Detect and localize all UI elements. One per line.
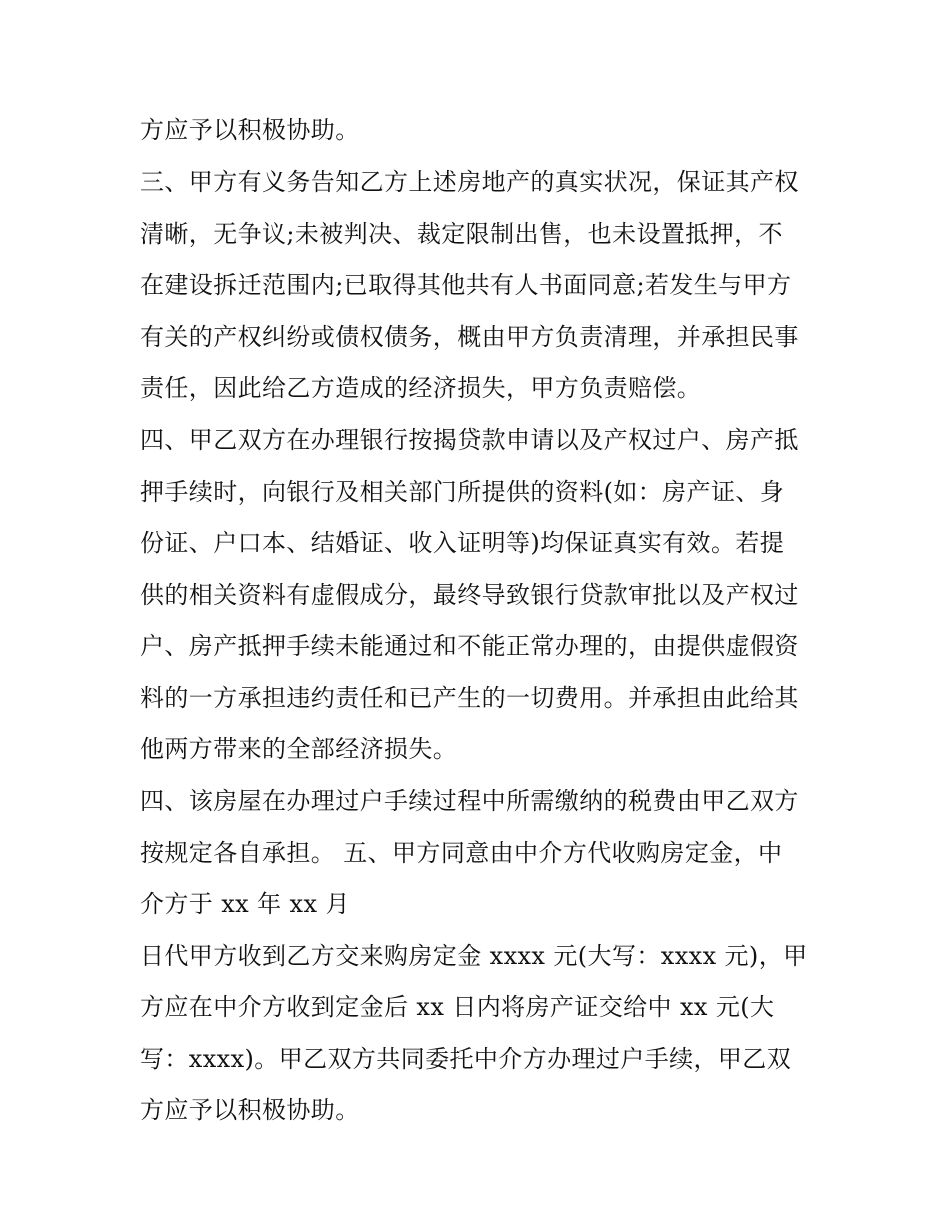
text-line: 押手续时，向银行及相关部门所提供的资料(如：房产证、身 — [140, 478, 785, 506]
text-line: 责任，因此给乙方造成的经济损失，甲方负责赔偿。 — [140, 374, 702, 402]
text-line: 份证、户口本、结婚证、收入证明等)均保证真实有效。若提 — [140, 529, 785, 557]
text-line: 四、该房屋在办理过户手续过程中所需缴纳的税费由甲乙双方 — [140, 787, 799, 815]
text-line: 料的一方承担违约责任和已产生的一切费用。并承担由此给其 — [140, 684, 799, 712]
text-line: 户、房产抵押手续未能通过和不能正常办理的，由提供虚假资 — [140, 632, 799, 660]
text-line: 有关的产权纠纷或债权债务，概由甲方负责清理，并承担民事 — [140, 323, 799, 351]
text-line: 日代甲方收到乙方交来购房定金 xxxx 元(大写：xxxx 元)，甲 — [140, 942, 808, 970]
text-line: 按规定各自承担。 五、甲方同意由中介方代收购房定金，中 — [140, 839, 783, 867]
text-line: 四、甲乙双方在办理银行按揭贷款申请以及产权过户、房产抵 — [140, 426, 799, 454]
text-line: 清晰，无争议;未被判决、裁定限制出售，也未设置抵押，不 — [140, 220, 783, 248]
text-line: 方应在中介方收到定金后 xx 日内将房产证交给中 xx 元(大 — [140, 993, 775, 1021]
text-line: 写：xxxx)。甲乙双方共同委托中介方办理过户手续，甲乙双 — [140, 1045, 792, 1073]
text-line: 三、甲方有义务告知乙方上述房地产的真实状况，保证其产权 — [140, 168, 799, 196]
text-line: 供的相关资料有虚假成分，最终导致银行贷款审批以及产权过 — [140, 581, 799, 609]
text-line: 方应予以积极协助。 — [140, 1096, 360, 1124]
text-line: 介方于 xx 年 xx 月 — [140, 890, 350, 918]
text-line: 在建设拆迁范围内;已取得其他共有人书面同意;若发生与甲方 — [140, 271, 792, 299]
text-line: 他两方带来的全部经济损失。 — [140, 735, 458, 763]
text-line: 方应予以积极协助。 — [140, 116, 360, 144]
